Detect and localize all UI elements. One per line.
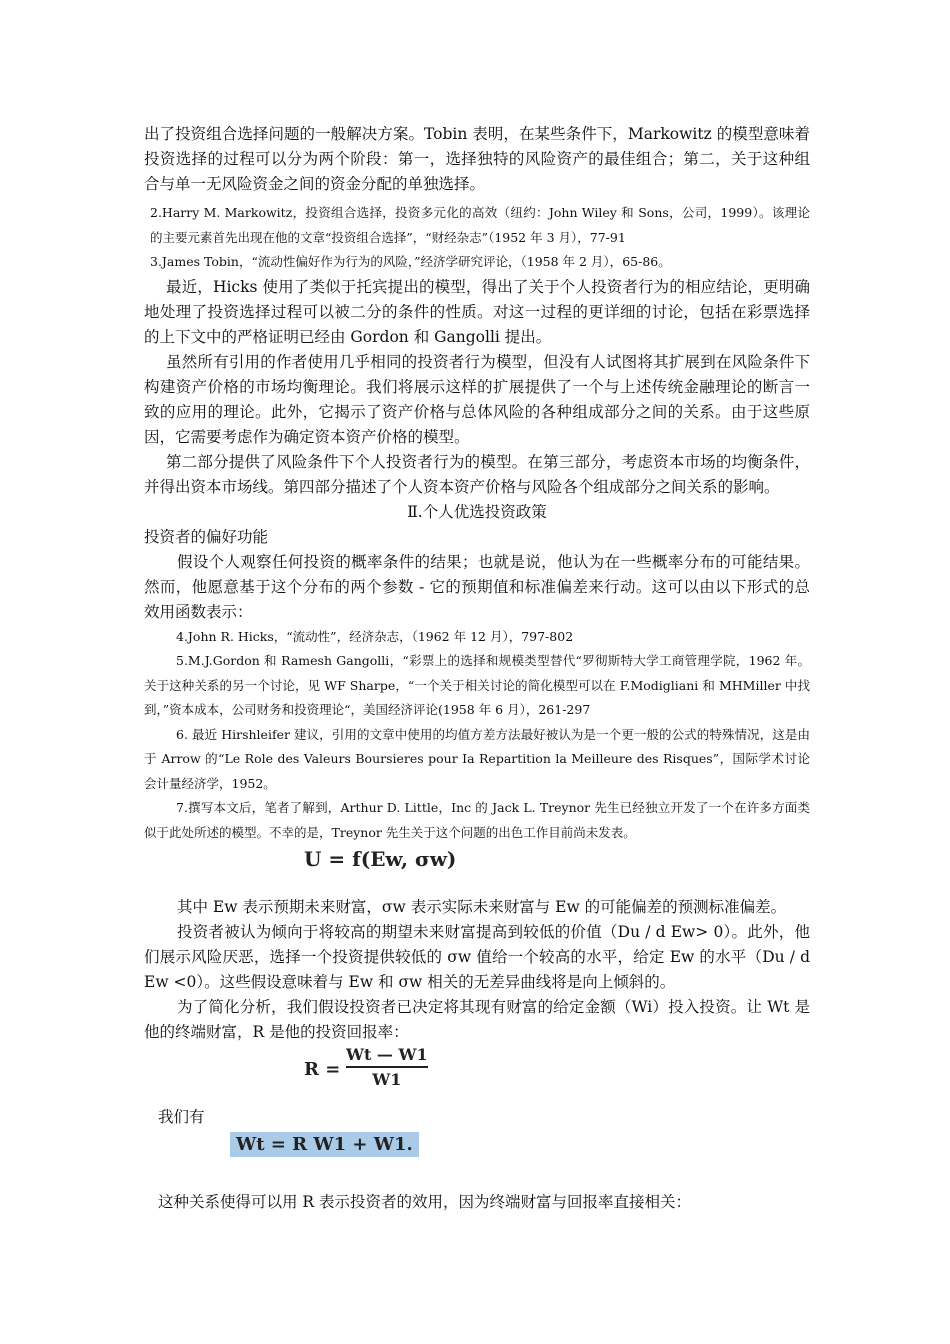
equation-fraction <box>346 1045 428 1089</box>
footnote-3: 3.James Tobin，“流动性偏好作为行为的风险，”经济学研究评论，（1958 年 2 月），65-86。 <box>150 254 671 269</box>
paragraph: 出了投资组合选择问题的一般解决方案。Tobin 表明，在某些条件下，Markowitz 的模型意味着投资选择的过程可以分为两个阶段：第一，选择独特的风险资产的最佳组合；第二，关于这种组合与单一无风险资金之间的资金分配的单独选择。 <box>144 125 810 193</box>
paragraph: 投资者被认为倾向于将较高的期望未来财富提高到较低的价值（Du / d Ew> 0）。此外，他们展示风险厌恶，选择一个投资提供较低的 σw 值给一个较高的水平，给定 Ew 的水平（Du / d Ew <0）。这些假设意味着与 Ew 和 σw 相关的无差异曲线将是向上倾斜的。 <box>144 923 810 991</box>
footnote-6: 6. 最近 Hirshleifer 建议，引用的文章中使用的均值方差方法最好被认为是一个更一般的公式的特殊情况，这是由于 Arrow 的“Le Role des Valeurs Boursieres pour Ia Repartition la Meilleure des Risques”，国际学术讨论会计量经济学，1952。 <box>144 726 810 791</box>
equation-utility <box>144 845 810 889</box>
paragraph: 这种关系使得可以用 R 表示投资者的效用，因为终端财富与回报率直接相关： <box>158 1193 692 1211</box>
fraction-bar <box>346 1066 428 1068</box>
footnote-4: 4.John R. Hicks，“流动性”，经济杂志，（1962 年 12 月），797-802 <box>176 628 574 644</box>
section-heading: Ⅱ.个人优选投资政策 <box>407 502 547 521</box>
fraction-denominator: W1 <box>372 1070 402 1089</box>
document-page <box>144 122 810 1215</box>
equation-return <box>144 1045 810 1101</box>
paragraph: 为了简化分析，我们假设投资者已决定将其现有财富的给定金额（Wi）投入投资。让 Wt 是他的终端财富，R 是他的投资回报率： <box>144 998 810 1041</box>
paragraph: 其中 Ew 表示预期未来财富，σw 表示实际未来财富与 Ew 的可能偏差的预测标准偏差。 <box>177 898 787 916</box>
paragraph: 我们有 <box>158 1108 205 1126</box>
paragraph: 虽然所有引用的作者使用几乎相同的投资者行为模型，但没有人试图将其扩展到在风险条件下构建资产价格的市场均衡理论。我们将展示这样的扩展提供了一个与上述传统金融理论的断言一致的应用的理论。此外，它揭示了资产价格与总体风险的各种组成部分之间的关系。由于这些原因，它需要考虑作为确定资本资产价格的模型。 <box>144 352 810 446</box>
paragraph: 假设个人观察任何投资的概率条件的结果；也就是说，他认为在一些概率分布的可能结果。然而，他愿意基于这个分布的两个参数 - 它的预期值和标准偏差来行动。这可以由以下形式的总效用函数表示： <box>144 552 810 621</box>
equation-text: Wt = R W1 + W1. <box>230 1132 419 1157</box>
equation-text: U = f(Ew, σw) <box>304 847 457 871</box>
paragraph: 最近，Hicks 使用了类似于托宾提出的模型，得出了关于个人投资者行为的相应结论，更明确地处理了投资选择过程可以被二分的条件的性质。对这一过程的更详细的讨论，包括在彩票选择的上下文中的严格证明已经由 Gordon 和 Gangolli 提出。 <box>144 277 810 346</box>
paragraph: 第二部分提供了风险条件下个人投资者行为的模型。在第三部分，考虑资本市场的均衡条件，并得出资本市场线。第四部分描述了个人资本资产价格与风险各个组成部分之间关系的影响。 <box>144 452 810 496</box>
fraction-numerator: Wt — W1 <box>346 1045 428 1064</box>
footnote-5: 5.M.J.Gordon 和 Ramesh Gangolli，“彩票上的选择和规模类型替代“罗彻斯特大学工商管理学院，1962 年。关于这种关系的另一个讨论，见 WF Sharpe，“一个关于相关讨论的简化模型可以在 F.Modigliani 和 MHMiller 中找到，”资本成本，公司财务和投资理论“，美国经济评论(1958 年 6 月），261-297 <box>144 653 810 717</box>
equation-terminal-wealth <box>144 1130 810 1182</box>
subsection-heading: 投资者的偏好功能 <box>144 527 269 546</box>
equation-lhs: R = <box>304 1059 341 1080</box>
footnote-7: 7.撰写本文后，笔者了解到，Arthur D. Little，Inc 的 Jack L. Treynor 先生已经独立开发了一个在许多方面类似于此处所述的模型。不幸的是，Treynor 先生关于这个问题的出色工作目前尚未发表。 <box>144 800 810 840</box>
footnote-2: 2.Harry M. Markowitz，投资组合选择，投资多元化的高效（纽约：John Wiley 和 Sons，公司，1999）。该理论的主要元素首先出现在他的文章“投资组合选择”，“财经杂志”（1952 年 3 月），77-91 <box>150 205 810 245</box>
